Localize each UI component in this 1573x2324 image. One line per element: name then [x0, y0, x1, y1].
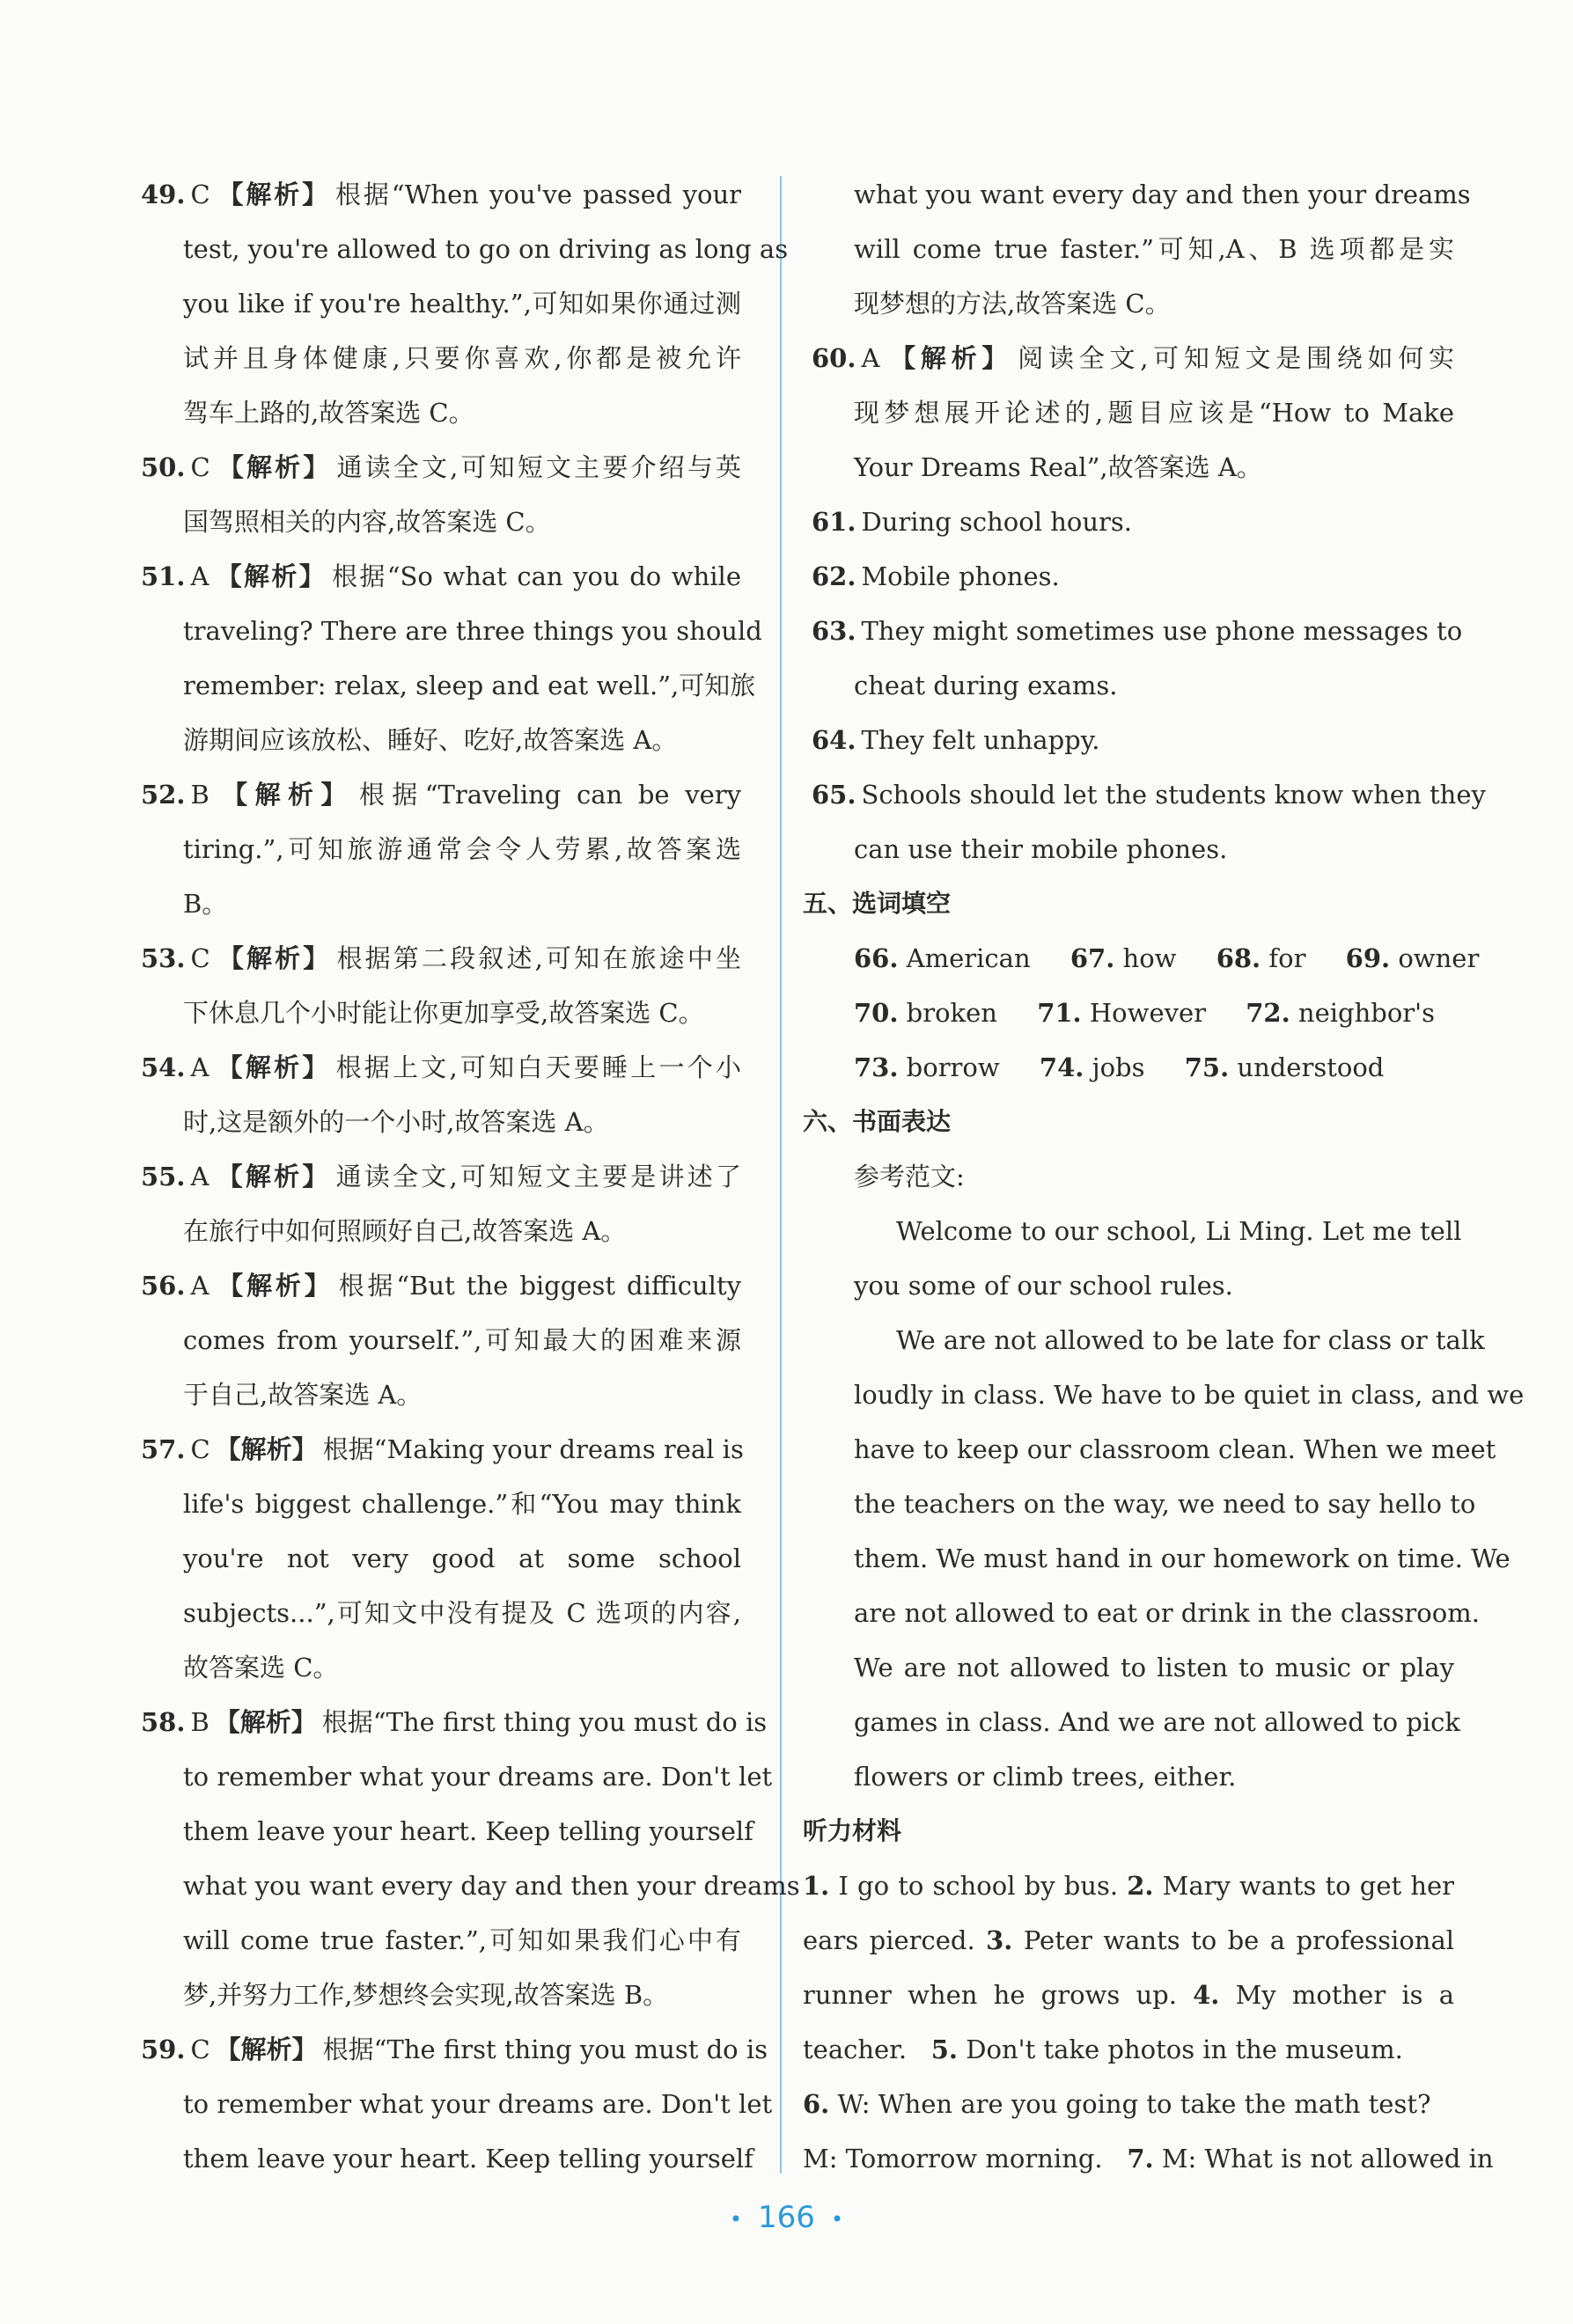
text-line: 时,这是额外的一个小时,故答案选 A。: [183, 1107, 609, 1137]
essay-line: flowers or climb trees, either.: [854, 1762, 1237, 1792]
text-line: you're not very good at some school: [183, 1543, 741, 1573]
answer-50: 50. C 【解析】 通读全文,可知短文主要介绍与英: [141, 452, 741, 482]
text-line: what you want every day and then your dreams: [854, 180, 1471, 209]
text-line: will come true faster.”,可知如果我们心中有: [183, 1925, 741, 1955]
answer-56: 56. A 【解析】 根据“But the biggest difficulty: [141, 1271, 741, 1301]
text-line: test, you're allowed to go on driving as long as: [183, 234, 789, 264]
listening-line: runner when he grows up. 4. My mother is a: [803, 1980, 1455, 2010]
answer-54: 54. A 【解析】 根据上文,可知白天要睡上一个小: [141, 1052, 741, 1082]
text-line: can use their mobile phones.: [854, 834, 1228, 864]
essay-line: We are not allowed to be late for class or talk: [896, 1325, 1485, 1355]
text-line: 于自己,故答案选 A。: [183, 1380, 423, 1410]
listening-line: ears pierced. 3. Peter wants to be a professional: [803, 1925, 1455, 1955]
answer-60: 60. A 【解析】 阅读全文,可知短文是围绕如何实: [812, 343, 1454, 373]
text-line: 下休息几个小时能让你更加享受,故答案选 C。: [183, 998, 704, 1028]
listening-line: 6. W: When are you going to take the math test?: [803, 2089, 1431, 2119]
essay-line: loudly in class. We have to be quiet in class, and we: [854, 1380, 1525, 1410]
text-line: 现梦想的方法,故答案选 C。: [854, 289, 1171, 319]
listening-line: teacher. 5. Don't take photos in the museum.: [803, 2034, 1403, 2064]
essay-line: the teachers on the way, we need to say hello to: [854, 1489, 1476, 1519]
essay-line: them. We must hand in our homework on time. We: [854, 1543, 1511, 1573]
text-line: to remember what your dreams are. Don't let: [183, 1762, 773, 1792]
listening-line: M: Tomorrow morning. 7. M: What is not allowed in: [803, 2144, 1494, 2174]
fill-row-3: 73. borrow 74. jobs 75. understood: [854, 1052, 1385, 1082]
answer-49: 49. C 【解析】 根据“When you've passed your: [141, 180, 741, 209]
text-line: traveling? There are three things you should: [183, 616, 762, 646]
text-line: life's biggest challenge.”和“You may think: [183, 1489, 741, 1519]
text-line: cheat during exams.: [854, 671, 1118, 700]
essay-line: you some of our school rules.: [854, 1271, 1233, 1301]
text-line: 驾车上路的,故答案选 C。: [183, 398, 474, 428]
section-heading-writing: 六、书面表达: [803, 1107, 952, 1136]
essay-line: games in class. And we are not allowed to pick: [854, 1707, 1460, 1737]
section-heading-listening: 听力材料: [803, 1816, 902, 1845]
text-line: 故答案选 C。: [183, 1653, 339, 1683]
left-column: [141, 167, 800, 2186]
fill-row-1: 66. American 67. how 68. for 69. owner: [854, 943, 1480, 973]
text-line: Your Dreams Real”,故答案选 A。: [854, 452, 1262, 482]
text-line: tiring.”,可知旅游通常会令人劳累,故答案选: [183, 834, 741, 864]
essay-line: are not allowed to eat or drink in the classroom.: [854, 1598, 1480, 1628]
essay-line: We are not allowed to listen to music or play: [854, 1653, 1454, 1683]
answer-55: 55. A 【解析】 通读全文,可知短文主要是讲述了: [141, 1162, 741, 1191]
answer-62: 62. Mobile phones.: [812, 561, 1060, 591]
text-line: 国驾照相关的内容,故答案选 C。: [183, 507, 551, 537]
essay-line: have to keep our classroom clean. When we meet: [854, 1434, 1496, 1464]
right-column: [803, 167, 1525, 2186]
text-line: to remember what your dreams are. Don't let: [183, 2089, 773, 2119]
text-line: comes from yourself.”,可知最大的困难来源: [183, 1325, 741, 1355]
text-line: 试并且身体健康,只要你喜欢,你都是被允许: [183, 343, 741, 373]
answer-57: 57. C 【解析】 根据“Making your dreams real is: [141, 1434, 744, 1464]
text-line: remember: relax, sleep and eat well.”,可知旅: [183, 671, 756, 700]
answer-51: 51. A 【解析】 根据“So what can you do while: [141, 561, 741, 591]
answer-61: 61. During school hours.: [812, 507, 1132, 537]
listening-line: 1. I go to school by bus. 2. Mary wants to get her: [803, 1871, 1455, 1901]
answer-53: 53. C 【解析】 根据第二段叙述,可知在旅途中坐: [141, 943, 741, 973]
answer-58: 58. B 【解析】 根据“The first thing you must do is: [141, 1707, 768, 1737]
text-line: 现梦想展开论述的,题目应该是“How to Make: [854, 398, 1454, 428]
answer-65: 65. Schools should let the students know when they: [812, 780, 1486, 810]
text-line: will come true faster.”可知,A、B 选项都是实: [854, 234, 1454, 264]
section-heading-fill: 五、选词填空: [803, 889, 952, 918]
text-line: you like if you're healthy.”,可知如果你通过测: [183, 289, 741, 319]
text-line: B。: [183, 889, 228, 919]
text-line: 梦,并努力工作,梦想终会实现,故答案选 B。: [183, 1980, 669, 2010]
answer-52: 52. B 【解析】 根据“Traveling can be very: [141, 780, 741, 810]
essay-line: Welcome to our school, Li Ming. Let me tell: [896, 1216, 1462, 1246]
text-line: what you want every day and then your dreams: [183, 1871, 800, 1901]
text-line: them leave your heart. Keep telling yourself: [183, 1816, 753, 1846]
sample-label: 参考范文:: [854, 1162, 965, 1191]
page-number: • 166 •: [729, 2200, 844, 2235]
answer-59: 59. C 【解析】 根据“The first thing you must do is: [141, 2034, 768, 2064]
answer-63: 63. They might sometimes use phone messages to: [812, 616, 1463, 646]
text-line: subjects...”,可知文中没有提及 C 选项的内容,: [183, 1598, 741, 1628]
text-line: them leave your heart. Keep telling yourself: [183, 2144, 753, 2174]
text-line: 在旅行中如何照顾好自己,故答案选 A。: [183, 1216, 627, 1246]
fill-row-2: 70. broken 71. However 72. neighbor's: [854, 998, 1436, 1028]
text-line: 游期间应该放松、睡好、吃好,故答案选 A。: [183, 725, 678, 755]
answer-64: 64. They felt unhappy.: [812, 725, 1100, 755]
